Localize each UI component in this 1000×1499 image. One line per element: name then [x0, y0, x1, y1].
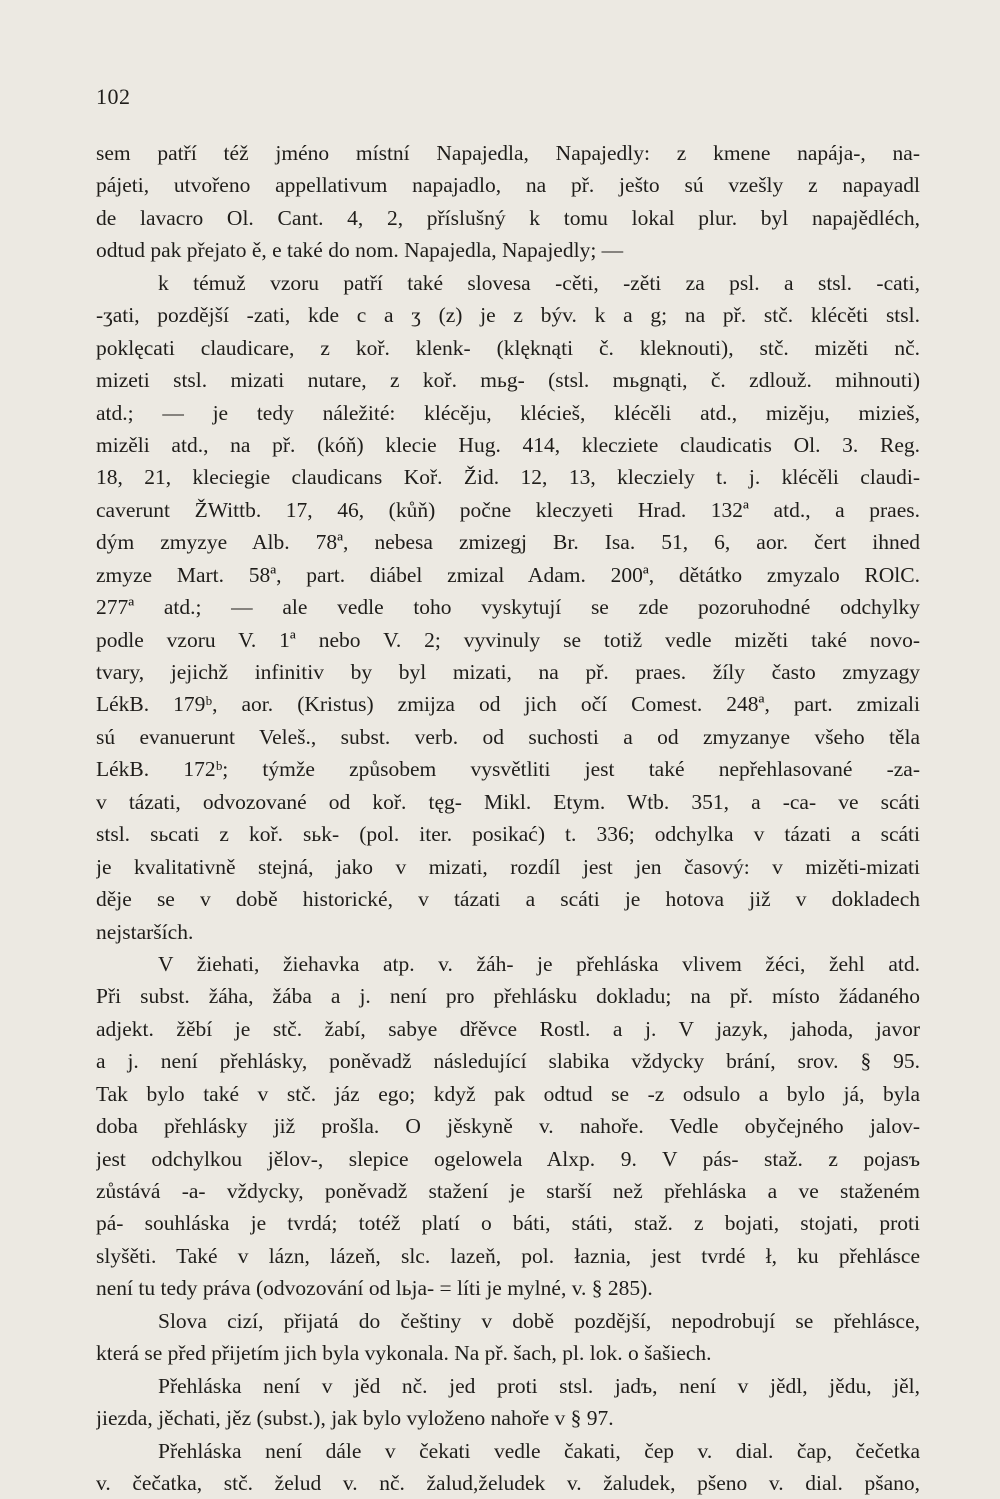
- text-line: LékB. 179ᵇ, aor. (Kristus) zmijza od jich očí Comest. 248ª, part. zmizali: [96, 692, 920, 717]
- text-line: zmyze Mart. 58ª, part. diábel zmizal Adam. 200ª, dětátko zmyzalo ROlC.: [96, 562, 920, 587]
- text-line: jiezda, jěchati, jěz (subst.), jak bylo vyloženo nahoře v § 97.: [96, 1406, 614, 1431]
- text-line: v tázati, odvozované od koř. tęg- Mikl. Etym. Wtb. 351, a -ca- ve scáti: [96, 789, 920, 814]
- text-line: podle vzoru V. 1ª nebo V. 2; vyvinuly se totiž vedle mizěti také novo-: [96, 627, 920, 652]
- text-line: odtud pak přejato ě, e také do nom. Napajedla, Napajedly; —: [96, 238, 624, 263]
- page-number: 102: [96, 84, 131, 109]
- text-line: je kvalitativně stejná, jako v mizati, rozdíl jest jen časový: v mizěti-mizati: [96, 854, 920, 879]
- text-line: v. čečatka, stč. želud v. nč. žalud,želudek v. žaludek, pšeno v. dial. pšano,: [96, 1470, 920, 1495]
- text-line: dým zmyzye Alb. 78ª, nebesa zmizegj Br. Isa. 51, 6, aor. čert ihned: [96, 530, 920, 555]
- text-line: zůstává -a- vždycky, poněvadž stažení je starší než přehláska a ve staženém: [96, 1179, 920, 1203]
- text-line: mizěli atd., na př. (kóň) klecie Hug. 414, klecziete claudicatis Ol. 3. Reg.: [96, 432, 920, 457]
- text-line: jest odchylkou jělov-, slepice ogelowela Alxp. 9. V pás- staž. z pojasъ: [96, 1146, 920, 1171]
- text-line: Při subst. žáha, žába a j. není pro přehlásku dokladu; na př. místo žádaného: [96, 984, 920, 1009]
- text-line: sem patří též jméno místní Napajedla, Napajedly: z kmene napája-, na-: [96, 141, 920, 165]
- text-line: nejstarších.: [96, 919, 194, 944]
- text-line: sú evanuerunt Veleš., subst. verb. od suchosti a od zmyzanye všeho těla: [96, 724, 920, 749]
- text-line: k témuž vzoru patří také slovesa -cěti, -zěti za psl. a stsl. -cati,: [158, 270, 920, 295]
- text-line: děje se v době historické, v tázati a scáti je hotova již v dokladech: [96, 887, 920, 912]
- text-line: LékB. 172ᵇ; týmže způsobem vysvětliti jest také nepřehlasované -za-: [96, 757, 920, 782]
- text-line: mizeti stsl. mizati nutare, z koř. mьg- (stsl. mьgnąti, č. zdlouž. mihnouti): [96, 368, 920, 393]
- text-line: caverunt ŽWittb. 17, 46, (kůň) počne kleczyeti Hrad. 132ª atd., a praes.: [96, 497, 920, 522]
- text-line: de lavacro Ol. Cant. 4, 2, příslušný k tomu lokal plur. byl napajědléch,: [96, 205, 920, 230]
- text-line: 18, 21, kleciegie claudicans Koř. Žid. 12, 13, klecziely t. j. klécěli claudi-: [96, 465, 920, 490]
- text-line: pá- souhláska je tvrdá; totéž platí o báti, státi, staž. z bojati, stojati, proti: [96, 1211, 920, 1236]
- text-line: Slova cizí, přijatá do češtiny v době pozdější, nepodrobují se přehlásce,: [158, 1308, 920, 1333]
- text-line: Tak bylo také v stč. jáz ego; když pak odtud se -z odsulo a bylo já, byla: [96, 1081, 920, 1106]
- text-line: tvary, jejichž infinitiv by byl mizati, na př. praes. žíly často zmyzagy: [96, 660, 920, 684]
- text-line: atd.; — je tedy náležité: klécěju, klécieš, klécěli atd., mizěju, mizieš,: [96, 400, 920, 425]
- text-line: a j. není přehlásky, poněvadž následující slabika vždycky brání, srov. § 95.: [96, 1049, 920, 1074]
- text-line: doba přehlásky již prošla. O jěskyně v. nahoře. Vedle obyčejného jalov-: [96, 1114, 920, 1139]
- text-line: 277ª atd.; — ale vedle toho vyskytují se zde pozoruhodné odchylky: [96, 595, 920, 620]
- text-line: V žiehati, žiehavka atp. v. žáh- je přehláska vlivem žéci, žehl atd.: [158, 951, 920, 976]
- text-line: stsl. sьcati z koř. sьk- (pol. iter. posikać) t. 336; odchylka v tázati a scáti: [96, 822, 920, 847]
- text-line: není tu tedy práva (odvozování od lьja- = líti je mylné, v. § 285).: [96, 1276, 653, 1301]
- body-text: [96, 137, 920, 1499]
- text-line: Přehláska není v jěd nč. jed proti stsl. jadъ, není v jědl, jědu, jěl,: [158, 1373, 920, 1398]
- text-line: poklęcati claudicare, z koř. klenk- (klęknąti č. kleknouti), stč. mizěti nč.: [96, 335, 920, 360]
- text-line: slyšěti. Také v lázn, lázeň, slc. lazeň, pol. łaznia, jest tvrdé ł, ku přehlásce: [96, 1243, 920, 1268]
- text-line: která se před přijetím jich byla vykonala. Na př. šach, pl. lok. o šašiech.: [96, 1341, 712, 1366]
- text-line: pájeti, utvořeno appellativum napajadlo, na př. ješto sú vzešly z napayadl: [96, 173, 920, 198]
- text-line: adjekt. žěbí je stč. žabí, sabye dřěvce Rostl. a j. V jazyk, jahoda, javor: [96, 1016, 920, 1041]
- text-line: -ʒati, pozdější -zati, kde c a ʒ (z) je z býv. k a g; na př. stč. klécěti stsl.: [96, 303, 920, 328]
- text-line: Přehláska není dále v čekati vedle čakati, čep v. dial. čap, čečetka: [158, 1438, 920, 1463]
